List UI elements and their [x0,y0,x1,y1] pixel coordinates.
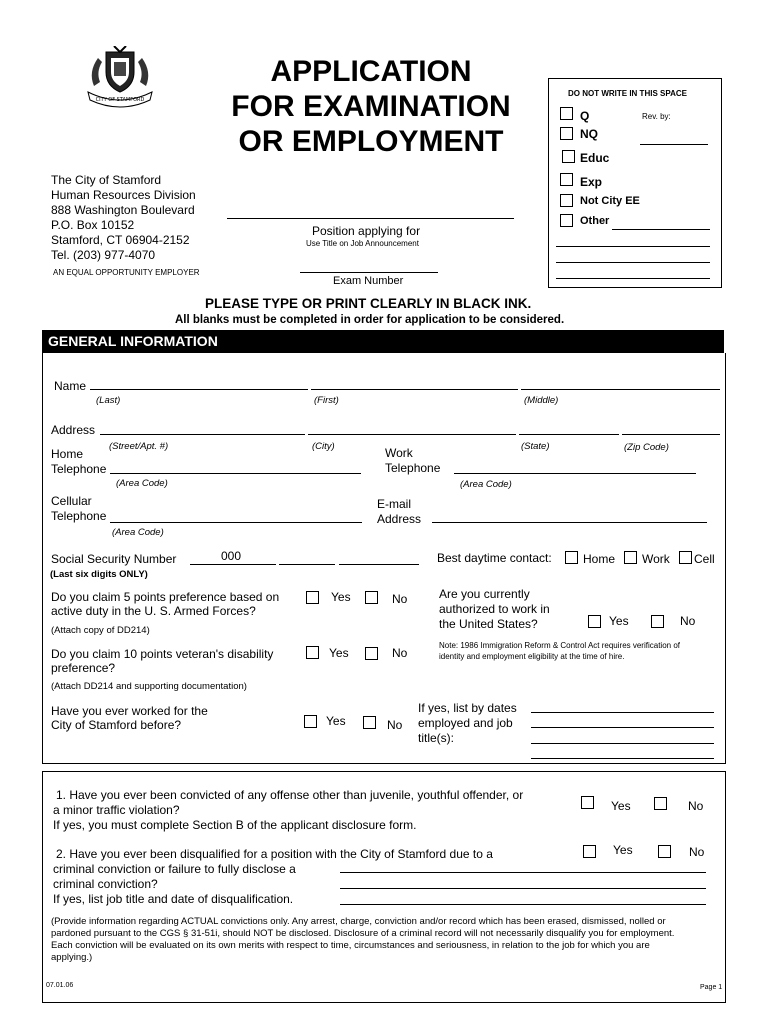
last-caption: (Last) [96,395,121,406]
instruction-line-1: PLEASE TYPE OR PRINT CLEARLY IN BLACK INK. [205,296,532,311]
work-telephone-input[interactable] [454,473,696,474]
ssn-part-3[interactable] [339,564,419,565]
street-caption: (Street/Apt. #) [109,441,169,452]
ssn-part-1[interactable] [190,564,276,565]
email-address-label: Address [377,512,422,526]
svg-text:CITY OF STAMFORD: CITY OF STAMFORD [95,97,145,103]
prev-employment-line-2: City of Stamford before? [51,718,182,732]
city-input[interactable] [308,434,516,435]
dates-input-3[interactable] [531,743,714,744]
conviction-q1-yes-checkbox[interactable] [581,796,594,809]
title-line-3: OR EMPLOYMENT [238,125,504,158]
conviction-q1-line-2: a minor traffic violation? [53,803,180,817]
authorized-line-1: Are you currently [439,587,530,601]
general-info-title: GENERAL INFORMATION [48,333,218,349]
q-checkbox[interactable] [560,107,573,120]
home-telephone-label: Telephone [51,462,107,476]
conviction-note-line-1: (Provide information regarding ACTUAL convictions only. Any arrest, charge, conviction and/or record which has been erased, dismissed, nolled or [51,916,666,927]
ssn-note: (Last six digits ONLY) [50,569,148,580]
other-line[interactable] [612,229,710,230]
contact-home-checkbox[interactable] [565,551,578,564]
first-caption: (First) [314,395,339,406]
ten-points-line-2: preference? [51,661,116,675]
first-name-input[interactable] [311,389,518,390]
footer-date: 07.01.06 [46,982,74,989]
zip-input[interactable] [622,434,720,435]
position-input-line[interactable] [227,218,514,219]
authorized-yes-checkbox[interactable] [588,615,601,628]
home-telephone-input[interactable] [110,473,361,474]
contact-cell-label: Cell [694,552,715,566]
dates-line-2: employed and job [418,716,513,730]
home-label: Home [51,447,84,461]
email-input[interactable] [432,522,707,523]
irca-note-line-2: identity and employment eligibility at the time of hire. [439,652,625,661]
conviction-q2-line-4: If yes, list job title and date of disqualification. [53,892,294,906]
street-input[interactable] [100,434,305,435]
authorized-line-3: the United States? [439,617,538,631]
five-points-line-2: active duty in the U. S. Armed Forces? [51,604,256,618]
position-label: Position applying for [312,224,421,238]
nq-checkbox[interactable] [560,127,573,140]
other-label: Other [580,215,610,227]
office-box-title: DO NOT WRITE IN THIS SPACE [568,89,687,98]
contact-work-checkbox[interactable] [624,551,637,564]
ten-points-no-label: No [392,646,408,660]
dates-input-4[interactable] [531,758,714,759]
five-points-note: (Attach copy of DD214) [51,625,150,636]
address-line-4: P.O. Box 10152 [51,218,135,232]
exam-number-line[interactable] [300,272,438,273]
prev-employment-yes-label: Yes [326,714,346,728]
ten-points-line-1: Do you claim 10 points veteran's disability [51,647,274,661]
conviction-q1-yes-label: Yes [611,799,631,813]
nq-label: NQ [580,127,598,141]
last-name-input[interactable] [90,389,308,390]
address-line-3: 888 Washington Boulevard [51,203,195,217]
office-line-3[interactable] [556,278,710,279]
conviction-q1-no-label: No [688,799,704,813]
position-sub-label: Use Title on Job Announcement [306,239,419,248]
contact-home-label: Home [583,552,616,566]
work-telephone-label: Telephone [385,461,441,475]
authorized-no-checkbox[interactable] [651,615,664,628]
five-points-yes-label: Yes [331,590,351,604]
not-city-ee-checkbox[interactable] [560,194,573,207]
not-city-ee-label: Not City EE [580,195,640,207]
email-label: E-mail [377,497,412,511]
conviction-q2-line-3: criminal conviction? [53,877,158,891]
city-caption: (City) [312,441,335,452]
address-line-2: Human Resources Division [51,188,196,202]
title-line-2: FOR EXAMINATION [231,90,511,123]
middle-name-input[interactable] [521,389,720,390]
dates-line-3: title(s): [418,731,454,745]
state-input[interactable] [519,434,619,435]
conviction-note-line-3: Each conviction will be evaluated on its own merits with respect to time, circumstances and seriousness, in relation to the job for which you are [51,940,650,951]
prev-employment-yes-checkbox[interactable] [304,715,317,728]
ssn-label: Social Security Number [51,552,177,566]
conviction-q2-yes-checkbox[interactable] [583,845,596,858]
conviction-q2-line-1: 2. Have you ever been disqualified for a position with the City of Stamford due to a [56,847,493,861]
prev-employment-no-checkbox[interactable] [363,716,376,729]
prev-employment-no-label: No [387,718,403,732]
address-line-1: The City of Stamford [51,173,162,187]
conviction-q2-yes-label: Yes [613,843,633,857]
contact-cell-checkbox[interactable] [679,551,692,564]
ssn-part-2[interactable] [279,564,335,565]
conviction-q2-no-label: No [689,845,705,859]
ten-points-note: (Attach DD214 and supporting documentation) [51,681,247,692]
city-seal-logo [84,46,156,112]
rev-by-line[interactable] [640,144,708,145]
other-checkbox[interactable] [560,214,573,227]
conviction-note-line-2: pardoned pursuant to the CGS § 31-51i, should NOT be disclosed. Disclosure of a criminal record will not necessarily disqualify you for employment. [51,928,675,939]
work-area-caption: (Area Code) [460,479,512,490]
ten-points-yes-checkbox[interactable] [306,646,319,659]
office-line-1[interactable] [556,246,710,247]
prev-employment-line-1: Have you ever worked for the [51,704,208,718]
ssn-prefix: 000 [221,549,242,563]
cellular-label: Cellular [51,494,92,508]
educ-label: Educ [580,151,610,165]
middle-caption: (Middle) [524,395,559,406]
zip-caption: (Zip Code) [624,442,669,453]
address-label: Address [51,423,96,437]
eoe-label: AN EQUAL OPPORTUNITY EMPLOYER [53,268,200,277]
exp-label: Exp [580,175,603,189]
work-label: Work [385,446,413,460]
state-caption: (State) [521,441,550,452]
authorized-no-label: No [680,614,696,628]
five-points-no-label: No [392,592,408,606]
cellular-telephone-input[interactable] [110,522,362,523]
q-label: Q [580,109,590,123]
cellular-telephone-label: Telephone [51,509,107,523]
dates-input-1[interactable] [531,712,714,713]
dates-input-2[interactable] [531,727,714,728]
irca-note-line-1: Note: 1986 Immigration Reform & Control Act requires verification of [439,641,680,650]
conviction-q1-line-3: If yes, you must complete Section B of the applicant disclosure form. [53,818,417,832]
address-line-6: Tel. (203) 977-4070 [51,248,156,262]
name-label: Name [54,379,87,393]
five-points-no-checkbox[interactable] [365,591,378,604]
five-points-yes-checkbox[interactable] [306,591,319,604]
footer-page: Page 1 [700,984,723,991]
instruction-line-2: All blanks must be completed in order for application to be considered. [175,314,565,326]
conviction-q2-line-2: criminal conviction or failure to fully disclose a [53,862,296,876]
exp-checkbox[interactable] [560,173,573,186]
address-line-5: Stamford, CT 06904-2152 [51,233,190,247]
exam-number-label: Exam Number [333,275,404,287]
conviction-note-line-4: applying.) [51,952,93,963]
title-line-1: APPLICATION [270,55,472,88]
contact-work-label: Work [642,552,670,566]
conviction-q1-line-1: 1. Have you ever been convicted of any offense other than juvenile, youthful offender, or [56,788,524,802]
home-area-caption: (Area Code) [116,478,168,489]
disqualification-input-2[interactable] [340,888,706,889]
disqualification-input-3[interactable] [340,904,706,905]
rev-by-label: Rev. by: [642,112,671,121]
authorized-line-2: authorized to work in [439,602,550,616]
office-use-box [548,78,722,288]
office-line-2[interactable] [556,262,710,263]
five-points-line-1: Do you claim 5 points preference based on [51,590,280,604]
conviction-q1-no-checkbox[interactable] [654,797,667,810]
best-contact-label: Best daytime contact: [437,551,552,565]
ten-points-yes-label: Yes [329,646,349,660]
cell-area-caption: (Area Code) [112,527,164,538]
dates-line-1: If yes, list by dates [418,701,517,715]
authorized-yes-label: Yes [609,614,629,628]
educ-checkbox[interactable] [562,150,575,163]
ten-points-no-checkbox[interactable] [365,647,378,660]
conviction-q2-no-checkbox[interactable] [658,845,671,858]
disqualification-input-1[interactable] [340,872,706,873]
